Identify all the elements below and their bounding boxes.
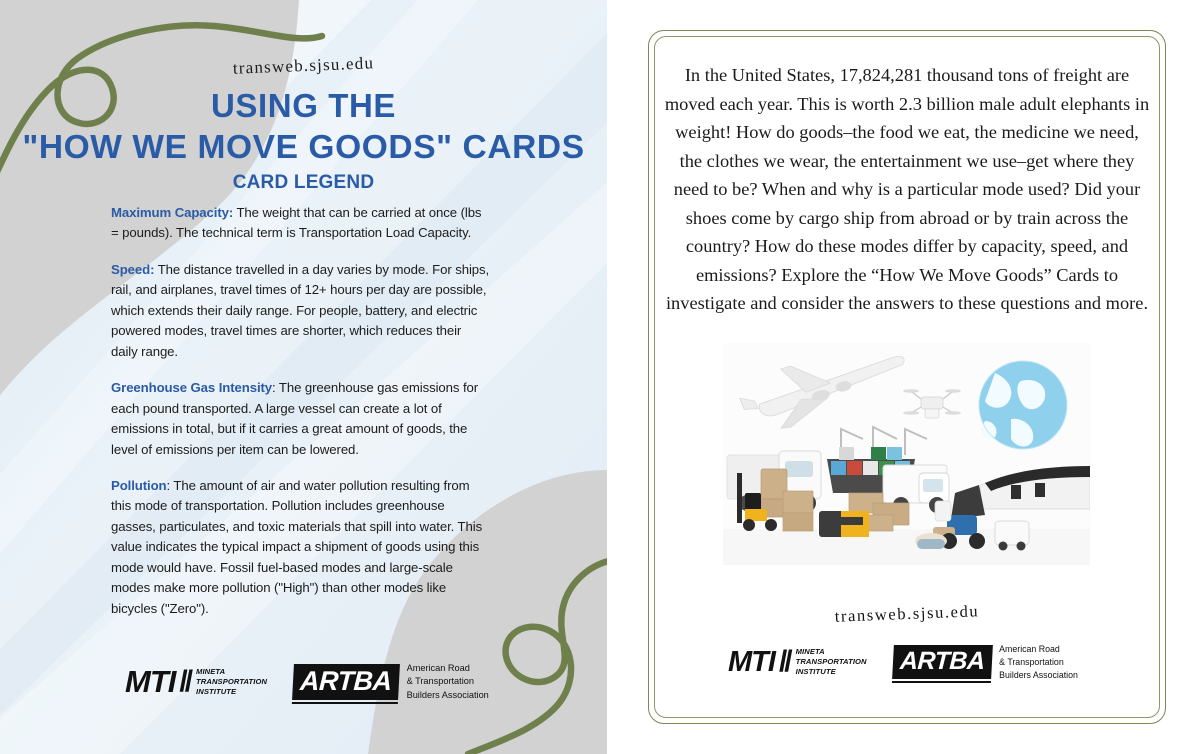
- artba-wordmark: ARTBA: [892, 645, 992, 679]
- freight-modes-illustration: [723, 343, 1090, 565]
- legend-label: Speed:: [111, 261, 155, 277]
- mti-sublabel-line2: TRANSPORTATION: [795, 657, 867, 666]
- legend-label: Pollution: [111, 477, 167, 493]
- artba-sublabel-line1: American Road: [406, 663, 470, 673]
- artba-logo: [893, 643, 1078, 681]
- artba-logo: [293, 662, 489, 702]
- artba-sublabel-line1: American Road: [999, 644, 1060, 654]
- legend-text: The weight that can be carried at once (lbs = pounds). The technical term is Transportation Load Capacity.: [111, 205, 482, 241]
- mti-wordmark: MTI: [125, 664, 176, 700]
- mti-sublabel-line1: MINETA: [196, 666, 226, 676]
- mti-logo: [125, 664, 267, 700]
- right-card-url: transweb.sjsu.edu: [834, 601, 980, 626]
- mti-sublabel-line1: MINETA: [795, 646, 825, 656]
- mti-slash-icon: //: [179, 665, 191, 699]
- mti-sublabel-line3: INSTITUTE: [795, 667, 836, 677]
- artba-sublabel-line2: & Transportation: [406, 676, 474, 687]
- page-subtitle: CARD LEGEND: [232, 172, 375, 193]
- mti-sublabel-line2: TRANSPORTATION: [196, 676, 268, 686]
- mti-sublabel: [196, 667, 267, 698]
- legend-item-pollution: [111, 476, 491, 619]
- artba-sublabel-line3: Builders Association: [999, 669, 1078, 680]
- mti-sublabel-line3: INSTITUTE: [196, 687, 237, 697]
- mti-logo: [728, 645, 867, 679]
- legend-item-maximum-capacity: [111, 203, 491, 244]
- artba-sublabel-line3: Builders Association: [406, 689, 489, 700]
- artba-sublabel-line2: & Transportation: [999, 656, 1064, 667]
- legend-label: Greenhouse Gas Intensity: [111, 380, 273, 396]
- artba-wordmark: ARTBA: [292, 664, 399, 700]
- artba-sublabel: [407, 662, 489, 702]
- right-card-logo-row: [728, 643, 1078, 681]
- page-title-line1: USING THE: [210, 87, 397, 124]
- legend-text: : The amount of air and water pollution resulting from this mode of transportation. Pollution includes greenhouse gasses, particulates, and toxic materials that spill into water. This value indicates the typical impact a shipment of goods using this mode would have. Fossil fuel-based modes and large-scale modes make more pollution ("High") than other modes like bicycles ("Zero").: [111, 477, 483, 616]
- intro-paragraph: In the United States, 17,824,281 thousand tons of freight are moved each year. This is worth 2.3 billion male adult elephants in weight! How do goods–the food we eat, the medicine we need, the clothes we wear, the entertainment we use–get where they need to be? When and why is a particular mode used? Did your shoes come by cargo ship from abroad or by train across the country? How do these modes differ by capacity, speed, and emissions? Explore the “How We Move Goods” Cards to investigate and consider the answers to these questions and more.: [664, 65, 1150, 314]
- legend-label: Maximum Capacity:: [111, 205, 234, 220]
- right-card: [607, 0, 1200, 754]
- left-card-url: transweb.sjsu.edu: [232, 53, 375, 78]
- mti-sublabel: [796, 647, 867, 678]
- legend-item-greenhouse-gas-intensity: [111, 378, 491, 460]
- page-title: [20, 86, 587, 168]
- mti-slash-icon: //: [778, 645, 790, 679]
- legend-item-speed: [111, 260, 491, 362]
- artba-sublabel: [999, 643, 1078, 681]
- legend-text: The distance travelled in a day varies by mode. For ships, rail, and airplanes, travel times of 12+ hours per day are possible, which extends their daily range. For people, battery, and electric powered modes, travel times are shorter, which reduces their daily range.: [111, 261, 490, 359]
- left-card-logo-row: [125, 662, 489, 702]
- page-title-line2: "HOW WE MOVE GOODS" CARDS: [22, 128, 585, 166]
- mti-wordmark: MTI: [728, 645, 775, 678]
- legend-text: : The greenhouse gas emissions for each pound transported. A large vessel can create a lot of emissions in total, but if it carries a great amount of goods, the level of emissions per item can be lowered.: [111, 380, 479, 457]
- legend-list: [111, 203, 491, 635]
